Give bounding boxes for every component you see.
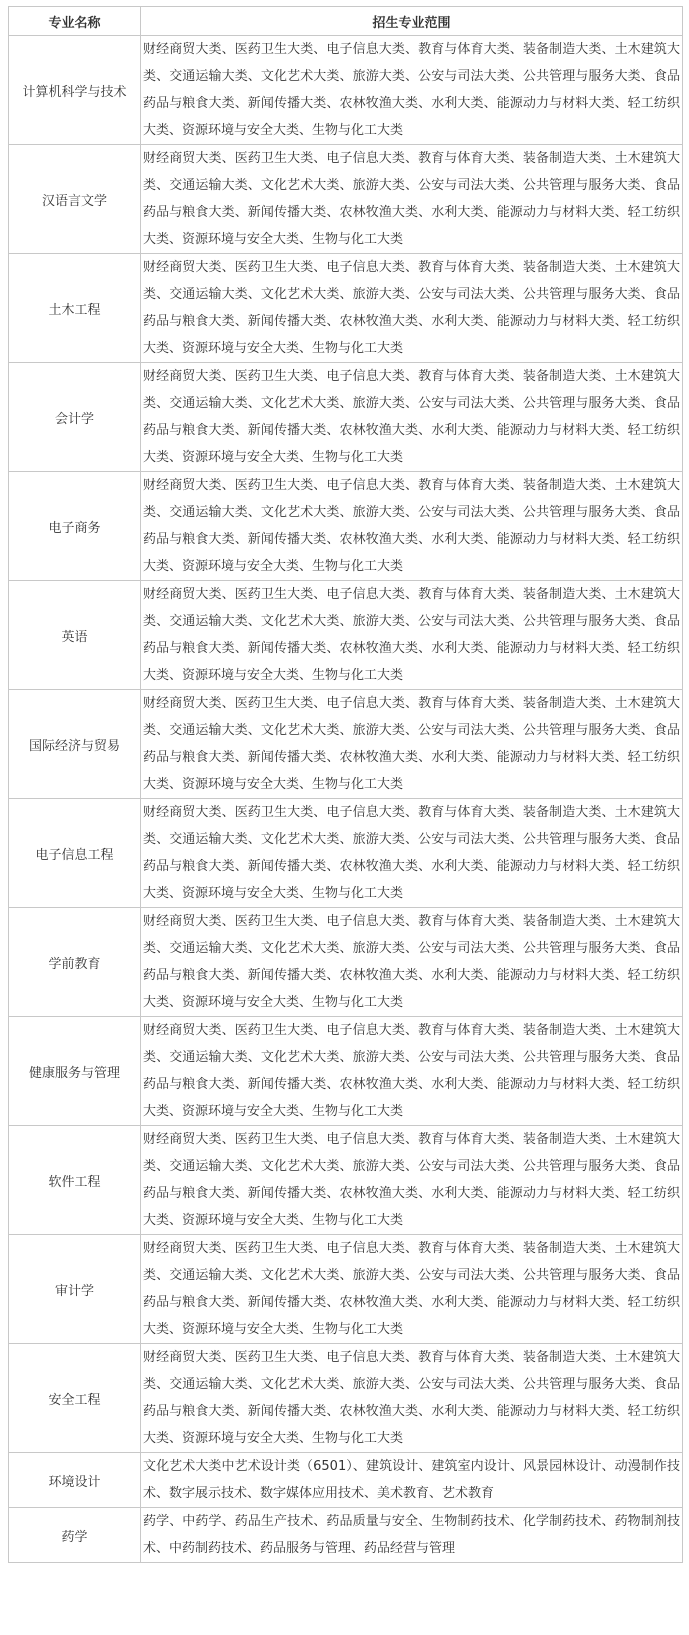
enrollment-range-text: 财经商贸大类、医药卫生大类、电子信息大类、教育与体育大类、装备制造大类、土木建筑大类、交通运输大类、文化艺术大类、旅游大类、公安与司法大类、公共管理与服务大类、食品药品与粮食大类、新闻传播大类、农林牧渔大类、水利大类、能源动力与材料大类、轻工纺织大类、资源环境与安全大类、生物与化工大类 xyxy=(143,42,680,138)
enrollment-range-cell xyxy=(141,472,683,581)
enrollment-range-cell xyxy=(141,1508,683,1563)
enrollment-range-cell xyxy=(141,581,683,690)
enrollment-range-cell xyxy=(141,1235,683,1344)
table-row xyxy=(9,1017,683,1126)
major-name-cell: 电子信息工程 xyxy=(9,799,141,908)
enrollment-range-text: 财经商贸大类、医药卫生大类、电子信息大类、教育与体育大类、装备制造大类、土木建筑大类、交通运输大类、文化艺术大类、旅游大类、公安与司法大类、公共管理与服务大类、食品药品与粮食大类、新闻传播大类、农林牧渔大类、水利大类、能源动力与材料大类、轻工纺织大类、资源环境与安全大类、生物与化工大类 xyxy=(143,151,680,247)
table-row xyxy=(9,254,683,363)
enrollment-range-cell xyxy=(141,363,683,472)
header-enrollment-range: 招生专业范围 xyxy=(141,7,683,36)
enrollment-range-text: 财经商贸大类、医药卫生大类、电子信息大类、教育与体育大类、装备制造大类、土木建筑大类、交通运输大类、文化艺术大类、旅游大类、公安与司法大类、公共管理与服务大类、食品药品与粮食大类、新闻传播大类、农林牧渔大类、水利大类、能源动力与材料大类、轻工纺织大类、资源环境与安全大类、生物与化工大类 xyxy=(143,1023,680,1119)
enrollment-range-text: 财经商贸大类、医药卫生大类、电子信息大类、教育与体育大类、装备制造大类、土木建筑大类、交通运输大类、文化艺术大类、旅游大类、公安与司法大类、公共管理与服务大类、食品药品与粮食大类、新闻传播大类、农林牧渔大类、水利大类、能源动力与材料大类、轻工纺织大类、资源环境与安全大类、生物与化工大类 xyxy=(143,805,680,901)
table-row xyxy=(9,472,683,581)
enrollment-range-cell xyxy=(141,36,683,145)
table-row xyxy=(9,799,683,908)
enrollment-range-text: 财经商贸大类、医药卫生大类、电子信息大类、教育与体育大类、装备制造大类、土木建筑大类、交通运输大类、文化艺术大类、旅游大类、公安与司法大类、公共管理与服务大类、食品药品与粮食大类、新闻传播大类、农林牧渔大类、水利大类、能源动力与材料大类、轻工纺织大类、资源环境与安全大类、生物与化工大类 xyxy=(143,914,680,1010)
table-row xyxy=(9,1126,683,1235)
major-name-cell: 电子商务 xyxy=(9,472,141,581)
major-name-cell: 软件工程 xyxy=(9,1126,141,1235)
major-name-cell: 安全工程 xyxy=(9,1344,141,1453)
table-row xyxy=(9,1508,683,1563)
major-name-cell: 会计学 xyxy=(9,363,141,472)
enrollment-range-text: 财经商贸大类、医药卫生大类、电子信息大类、教育与体育大类、装备制造大类、土木建筑大类、交通运输大类、文化艺术大类、旅游大类、公安与司法大类、公共管理与服务大类、食品药品与粮食大类、新闻传播大类、农林牧渔大类、水利大类、能源动力与材料大类、轻工纺织大类、资源环境与安全大类、生物与化工大类 xyxy=(143,1132,680,1228)
major-name-cell: 药学 xyxy=(9,1508,141,1563)
enrollment-range-text: 财经商贸大类、医药卫生大类、电子信息大类、教育与体育大类、装备制造大类、土木建筑大类、交通运输大类、文化艺术大类、旅游大类、公安与司法大类、公共管理与服务大类、食品药品与粮食大类、新闻传播大类、农林牧渔大类、水利大类、能源动力与材料大类、轻工纺织大类、资源环境与安全大类、生物与化工大类 xyxy=(143,369,680,465)
major-name-cell: 国际经济与贸易 xyxy=(9,690,141,799)
enrollment-range-text: 财经商贸大类、医药卫生大类、电子信息大类、教育与体育大类、装备制造大类、土木建筑大类、交通运输大类、文化艺术大类、旅游大类、公安与司法大类、公共管理与服务大类、食品药品与粮食大类、新闻传播大类、农林牧渔大类、水利大类、能源动力与材料大类、轻工纺织大类、资源环境与安全大类、生物与化工大类 xyxy=(143,587,680,683)
enrollment-range-cell xyxy=(141,690,683,799)
major-name-cell: 土木工程 xyxy=(9,254,141,363)
major-range-table-container xyxy=(8,6,682,1563)
enrollment-range-text: 药学、中药学、药品生产技术、药品质量与安全、生物制药技术、化学制药技术、药物制剂技术、中药制药技术、药品服务与管理、药品经营与管理 xyxy=(143,1514,680,1556)
enrollment-range-cell xyxy=(141,799,683,908)
major-name-cell: 审计学 xyxy=(9,1235,141,1344)
enrollment-range-text: 财经商贸大类、医药卫生大类、电子信息大类、教育与体育大类、装备制造大类、土木建筑大类、交通运输大类、文化艺术大类、旅游大类、公安与司法大类、公共管理与服务大类、食品药品与粮食大类、新闻传播大类、农林牧渔大类、水利大类、能源动力与材料大类、轻工纺织大类、资源环境与安全大类、生物与化工大类 xyxy=(143,260,680,356)
major-name-cell: 健康服务与管理 xyxy=(9,1017,141,1126)
table-row xyxy=(9,36,683,145)
table-header-row xyxy=(9,7,683,36)
table-row xyxy=(9,1453,683,1508)
enrollment-range-cell xyxy=(141,1344,683,1453)
table-row xyxy=(9,363,683,472)
table-row xyxy=(9,1235,683,1344)
enrollment-range-cell xyxy=(141,145,683,254)
major-name-cell: 计算机科学与技术 xyxy=(9,36,141,145)
enrollment-range-text: 财经商贸大类、医药卫生大类、电子信息大类、教育与体育大类、装备制造大类、土木建筑大类、交通运输大类、文化艺术大类、旅游大类、公安与司法大类、公共管理与服务大类、食品药品与粮食大类、新闻传播大类、农林牧渔大类、水利大类、能源动力与材料大类、轻工纺织大类、资源环境与安全大类、生物与化工大类 xyxy=(143,696,680,792)
major-name-cell: 英语 xyxy=(9,581,141,690)
major-name-cell: 汉语言文学 xyxy=(9,145,141,254)
major-name-cell: 学前教育 xyxy=(9,908,141,1017)
enrollment-range-text: 财经商贸大类、医药卫生大类、电子信息大类、教育与体育大类、装备制造大类、土木建筑大类、交通运输大类、文化艺术大类、旅游大类、公安与司法大类、公共管理与服务大类、食品药品与粮食大类、新闻传播大类、农林牧渔大类、水利大类、能源动力与材料大类、轻工纺织大类、资源环境与安全大类、生物与化工大类 xyxy=(143,1350,680,1446)
major-range-table xyxy=(8,6,683,1563)
major-name-cell: 环境设计 xyxy=(9,1453,141,1508)
table-row xyxy=(9,581,683,690)
table-row xyxy=(9,145,683,254)
enrollment-range-text: 文化艺术大类中艺术设计类（6501）、建筑设计、建筑室内设计、风景园林设计、动漫制作技术、数字展示技术、数字媒体应用技术、美术教育、艺术教育 xyxy=(143,1459,680,1501)
table-row xyxy=(9,690,683,799)
enrollment-range-cell xyxy=(141,254,683,363)
enrollment-range-text: 财经商贸大类、医药卫生大类、电子信息大类、教育与体育大类、装备制造大类、土木建筑大类、交通运输大类、文化艺术大类、旅游大类、公安与司法大类、公共管理与服务大类、食品药品与粮食大类、新闻传播大类、农林牧渔大类、水利大类、能源动力与材料大类、轻工纺织大类、资源环境与安全大类、生物与化工大类 xyxy=(143,1241,680,1337)
header-major-name: 专业名称 xyxy=(9,7,141,36)
table-row xyxy=(9,1344,683,1453)
enrollment-range-cell xyxy=(141,1453,683,1508)
enrollment-range-text: 财经商贸大类、医药卫生大类、电子信息大类、教育与体育大类、装备制造大类、土木建筑大类、交通运输大类、文化艺术大类、旅游大类、公安与司法大类、公共管理与服务大类、食品药品与粮食大类、新闻传播大类、农林牧渔大类、水利大类、能源动力与材料大类、轻工纺织大类、资源环境与安全大类、生物与化工大类 xyxy=(143,478,680,574)
enrollment-range-cell xyxy=(141,1017,683,1126)
table-row xyxy=(9,908,683,1017)
enrollment-range-cell xyxy=(141,908,683,1017)
enrollment-range-cell xyxy=(141,1126,683,1235)
